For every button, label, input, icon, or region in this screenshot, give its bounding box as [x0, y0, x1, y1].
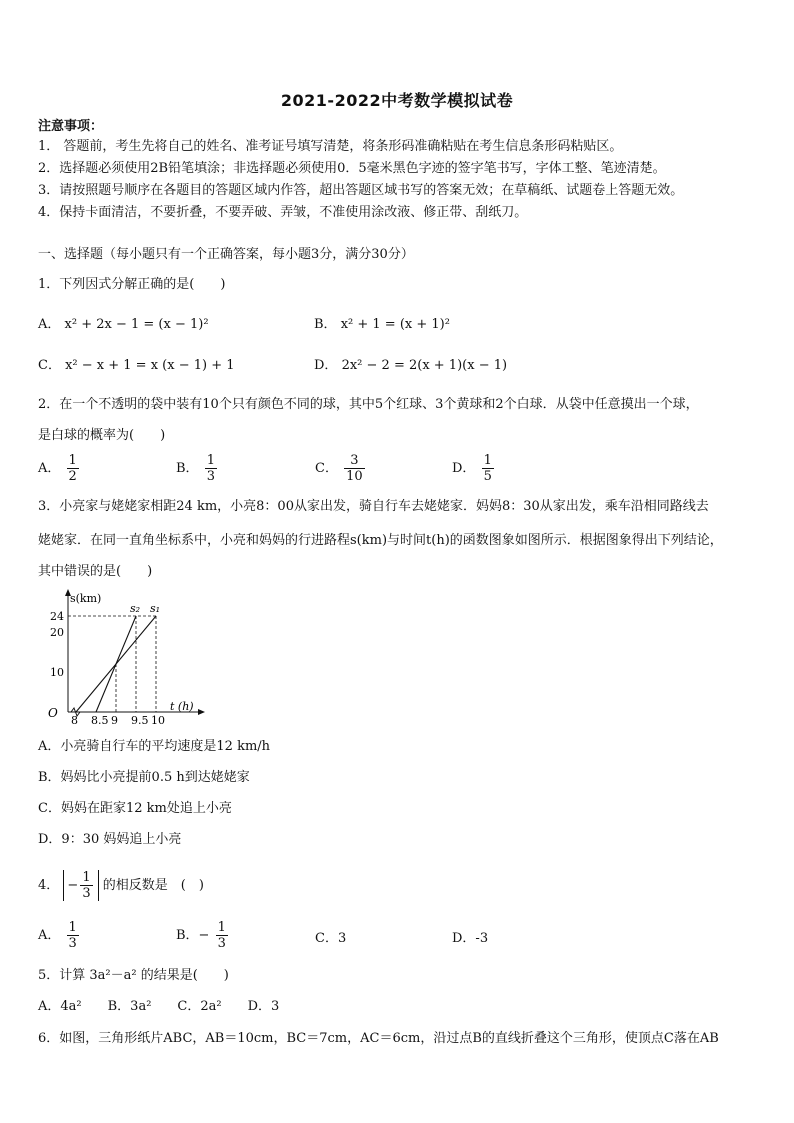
q2-option-c[interactable]: [315, 453, 367, 484]
q4-option-d[interactable]: D．-3: [452, 931, 489, 946]
q5-stem: 5．计算 3a²－a² 的结果是( ): [38, 968, 229, 983]
q1-b-text: x² + 1 = (x + 1)²: [340, 317, 450, 332]
q1-option-b[interactable]: [314, 316, 450, 334]
notice-item-1: 1． 答题前，考生先将自己的姓名、准考证号填写清楚，将条形码准确粘贴在考生信息条形码粘贴区。: [38, 139, 623, 154]
q3-stem-line1: 3．小亮家与姥姥家相距24 km，小亮8：00从家出发，骑自行车去姥姥家．妈妈8：30从家出发，乘车沿相同路线去: [38, 499, 709, 514]
q1-c-label: C．: [38, 358, 61, 373]
notice-heading: 注意事项：: [38, 119, 104, 134]
q2-a-fraction: $\frac{1}{2}$: [68, 453, 77, 484]
y-tick-label: 20: [50, 626, 64, 639]
q1-c-text: x² − x + 1 = x (x − 1) + 1: [65, 358, 235, 373]
x-tick-label: 9: [111, 714, 118, 727]
distance-time-chart: [38, 588, 208, 728]
q2-option-a[interactable]: [38, 453, 81, 484]
q2-option-d[interactable]: [452, 453, 496, 484]
q4-a-label: A．: [38, 928, 61, 943]
q4-b-label: B．−: [176, 928, 210, 943]
q5-options[interactable]: A．4a² B．3a² C．2a² D．3: [38, 999, 280, 1014]
q3-stem-line3: 其中错误的是( ): [38, 564, 153, 579]
q1-b-label: B．: [314, 317, 337, 332]
section-heading: 一、选择题（每小题只有一个正确答案，每小题3分，满分30分）: [38, 247, 414, 262]
q4-b-fraction: $\frac{1}{3}$: [217, 920, 226, 951]
x-axis-label: t (h): [170, 700, 194, 713]
q4-stem-fraction: $\frac{1}{3}$: [82, 870, 91, 901]
notice-item-4: 4．保持卡面清洁，不要折叠，不要弄破、弄皱，不准使用涂改液、修正带、刮纸刀。: [38, 205, 528, 220]
q2-option-b[interactable]: [176, 453, 219, 484]
origin-label: O: [48, 706, 58, 720]
q1-option-d[interactable]: [314, 357, 507, 375]
page-title: 2021-2022中考数学模拟试卷: [280, 91, 514, 110]
series-label-2: s₂: [130, 602, 141, 615]
q2-c-label: C．: [315, 461, 338, 476]
q4-a-fraction: $\frac{1}{3}$: [68, 920, 77, 951]
series-line-2: [96, 616, 136, 712]
q3-option-d[interactable]: D．9：30 妈妈追上小亮: [38, 832, 182, 847]
q1-option-a[interactable]: [38, 316, 209, 334]
q2-a-label: A．: [38, 461, 61, 476]
q1-a-label: A．: [38, 317, 61, 332]
q2-b-fraction: $\frac{1}{3}$: [206, 453, 215, 484]
notice-item-2: 2．选择题必须使用2B铅笔填涂；非选择题必须使用0．5毫米黑色字迹的签字笔书写，字体工整、笔迹清楚。: [38, 161, 666, 176]
q2-stem-line1: 2．在一个不透明的袋中装有10个只有颜色不同的球，其中5个红球、3个黄球和2个白球．从袋中任意摸出一个球，: [38, 397, 699, 412]
series-label-1: s₁: [150, 602, 161, 615]
q4-absolute-value: − $\frac{1}{3}$: [63, 870, 98, 901]
q4-stem-tail: 的相反数是 ( ): [102, 878, 204, 893]
q4-option-c[interactable]: C．3: [315, 931, 347, 946]
q2-b-label: B．: [176, 461, 199, 476]
q6-stem: 6．如图，三角形纸片ABC，AB＝10cm，BC＝7cm，AC＝6cm，沿过点B的直线折叠这个三角形，使顶点C落在AB: [38, 1031, 719, 1046]
y-tick-label: 24: [50, 610, 64, 623]
q4-stem: [38, 870, 204, 901]
y-tick-label: 10: [50, 666, 64, 679]
x-axis-arrow: [198, 709, 205, 715]
notice-item-3: 3．请按照题号顺序在各题目的答题区域内作答，超出答题区域书写的答案无效；在草稿纸、试题卷上答题无效。: [38, 183, 684, 198]
x-tick-label: 8: [71, 714, 78, 727]
q1-a-text: x² + 2x − 1 = (x − 1)²: [64, 317, 209, 332]
q4-number: 4．: [38, 878, 60, 893]
x-tick-label: 8.5: [91, 714, 109, 727]
q1-stem: 1．下列因式分解正确的是( ): [38, 277, 226, 292]
q3-option-a[interactable]: A．小亮骑自行车的平均速度是12 km/h: [38, 739, 271, 754]
q4-option-a[interactable]: [38, 920, 81, 951]
q3-option-c[interactable]: C．妈妈在距家12 km处追上小亮: [38, 801, 232, 816]
x-tick-label: 10: [151, 714, 165, 727]
q3-stem-line2: 姥姥家．在同一直角坐标系中，小亮和妈妈的行进路程s(km)与时间t(h)的函数图象如图所示．根据图象得出下列结论，: [38, 533, 723, 548]
q2-c-fraction: $\frac{3}{10}$: [346, 453, 363, 484]
q2-d-label: D．: [452, 461, 476, 476]
q2-stem-line2: 是白球的概率为( ): [38, 428, 166, 443]
q1-d-text: 2x² − 2 = 2(x + 1)(x − 1): [341, 358, 508, 373]
q1-option-c[interactable]: [38, 357, 235, 375]
x-tick-label: 9.5: [131, 714, 149, 727]
q3-option-b[interactable]: B．妈妈比小亮提前0.5 h到达姥姥家: [38, 770, 250, 785]
q1-d-label: D．: [314, 358, 338, 373]
y-axis-label: s(km): [70, 592, 102, 605]
q4-option-b[interactable]: [176, 920, 230, 951]
q2-d-fraction: $\frac{1}{5}$: [483, 453, 492, 484]
